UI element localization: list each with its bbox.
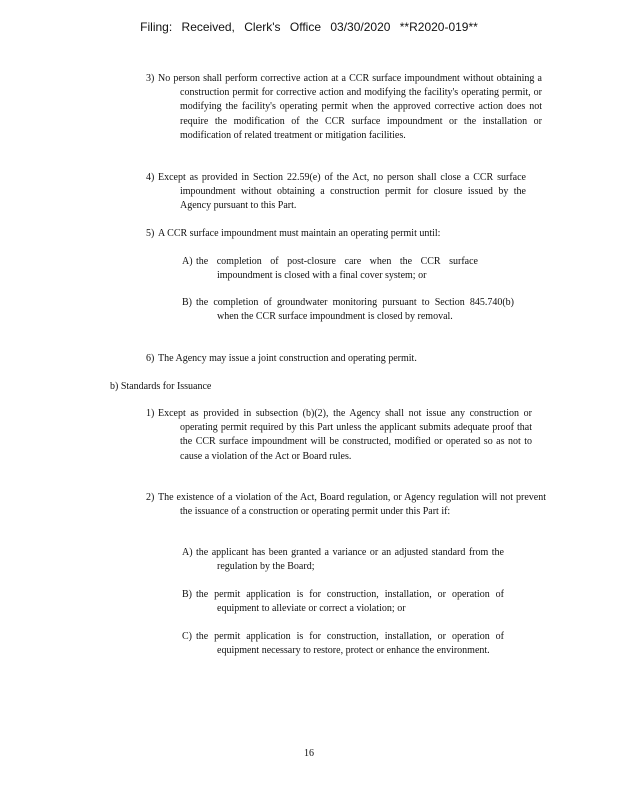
page-number: 16 <box>304 748 314 759</box>
filing-header <box>0 20 618 34</box>
paragraph-number: 5) <box>146 228 155 239</box>
paragraph-text: the permit application is for construction, installation, or operation of equipment necessary to restore, protect or enhance the environment. <box>196 631 504 657</box>
paragraph-text: No person shall perform corrective action at a CCR surface impoundment without obtaining a construction permit for corrective action and modifying the facility's operating permit, or modifying the facility's operating permit when the approved corrective action does not require the modification of the CCR surface impoundment or the installation or modification of related treatment or mitigation facilities. <box>158 73 542 141</box>
paragraph-number: A) <box>182 256 193 267</box>
paragraph-number: B) <box>182 297 192 308</box>
paragraph-text: The existence of a violation of the Act, Board regulation, or Agency regulation will not prevent the issuance of a construction or operating permit under this Part if: <box>158 492 546 518</box>
paragraph-b2-c <box>182 630 504 658</box>
paragraph-number: 2) <box>146 492 155 503</box>
filing-date: 03/30/2020 <box>330 20 391 34</box>
paragraph-number: 1) <box>146 408 155 419</box>
clerk-label: Clerk's <box>244 20 281 34</box>
paragraph-number: C) <box>182 631 192 642</box>
paragraph-b2-a <box>182 546 504 574</box>
paragraph-a5-a <box>182 255 478 283</box>
paragraph-number: 3) <box>146 73 155 84</box>
paragraph-a6 <box>146 352 542 366</box>
paragraph-text: the applicant has been granted a variance or an adjusted standard from the regulation by the Board; <box>196 547 504 573</box>
paragraph-text: Except as provided in subsection (b)(2), the Agency shall not issue any construction or operating permit required by this Part unless the applicant submits adequate proof that the CCR surface impoundment will be constructed, modified or operated so as not to cause a violation of the Act or Board rules. <box>158 408 532 462</box>
section-b-heading <box>110 380 211 394</box>
office-label: Office <box>289 20 322 34</box>
paragraph-a3 <box>146 72 542 143</box>
paragraph-number: 6) <box>146 353 155 364</box>
received-label: Received, <box>181 20 235 34</box>
paragraph-text: The Agency may issue a joint construction and operating permit. <box>158 353 417 364</box>
paragraph-a4 <box>146 171 526 214</box>
section-label: b) <box>110 381 119 392</box>
filing-label: Filing: <box>140 20 173 34</box>
paragraph-b2-b <box>182 588 504 616</box>
paragraph-text: the permit application is for construction, installation, or operation of equipment to alleviate or correct a violation; or <box>196 589 504 615</box>
section-title: Standards for Issuance <box>120 381 212 392</box>
document-id: **R2020-019** <box>399 20 478 34</box>
paragraph-number: B) <box>182 589 192 600</box>
paragraph-text: the completion of post-closure care when the CCR surface impoundment is closed with a final cover system; or <box>196 256 478 282</box>
paragraph-text: Except as provided in Section 22.59(e) of the Act, no person shall close a CCR surface impoundment without obtaining a construction permit for closure issued by the Agency pursuant to this Part. <box>158 172 526 212</box>
paragraph-b2 <box>146 491 546 519</box>
paragraph-a5 <box>146 227 542 241</box>
paragraph-b1 <box>146 407 532 464</box>
paragraph-text: the completion of groundwater monitoring pursuant to Section 845.740(b) when the CCR surface impoundment is closed by removal. <box>196 297 514 323</box>
paragraph-text: A CCR surface impoundment must maintain an operating permit until: <box>158 228 441 239</box>
paragraph-number: A) <box>182 547 193 558</box>
paragraph-number: 4) <box>146 172 155 183</box>
paragraph-a5-b <box>182 296 514 324</box>
